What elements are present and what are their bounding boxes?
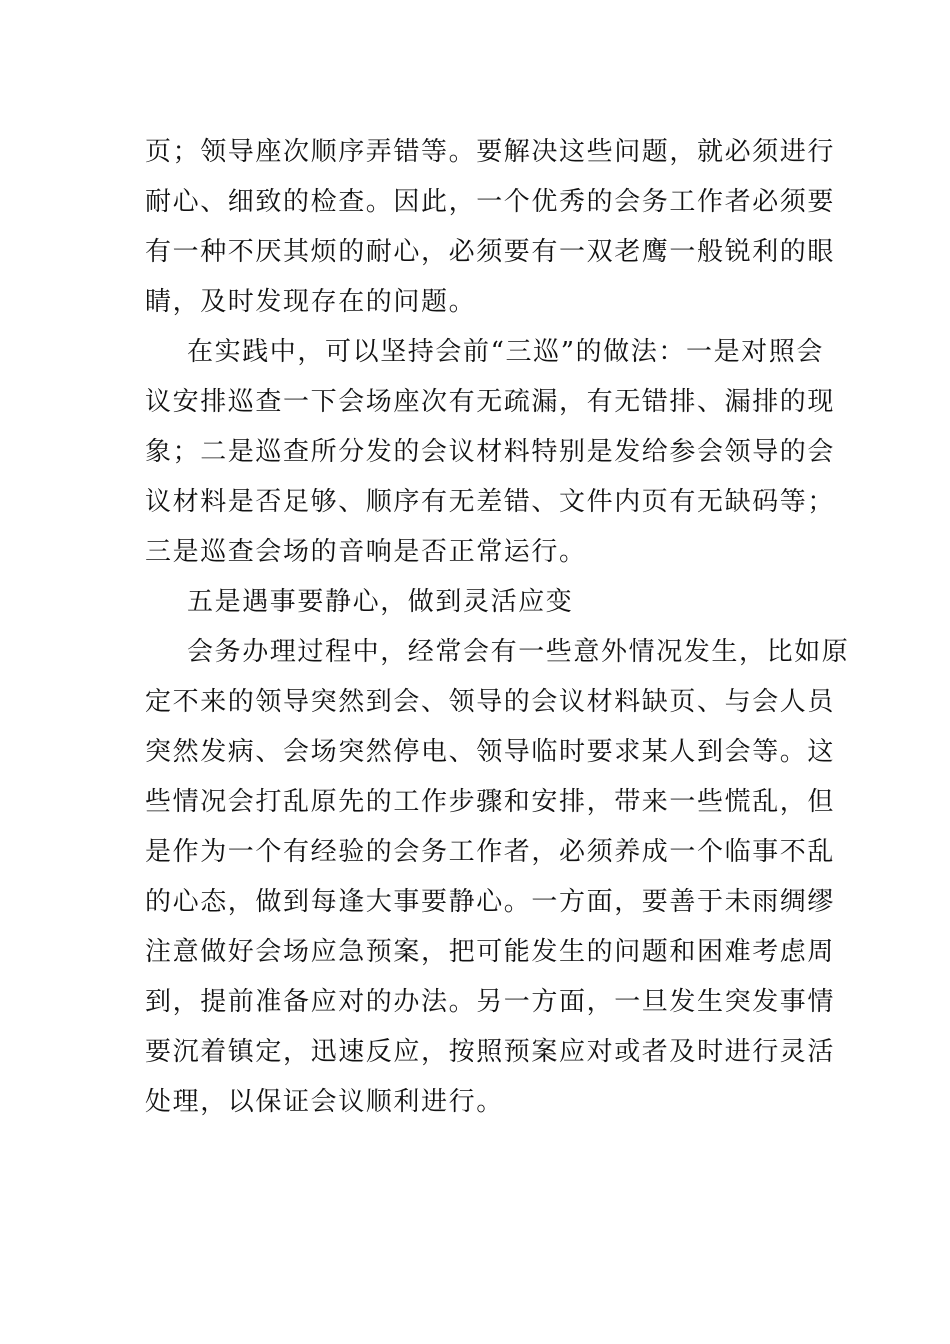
- text-line: 有一种不厌其烦的耐心，必须要有一双老鹰一般锐利的眼: [145, 237, 836, 267]
- text-line: 页；领导座次顺序弄错等。要解决这些问题，就必须进行: [145, 137, 836, 167]
- text-line: 要沉着镇定，迅速反应，按照预案应对或者及时进行灵活: [145, 1037, 836, 1067]
- text-line: 处理，以保证会议顺利进行。: [145, 1087, 504, 1117]
- text-line: 三是巡查会场的音响是否正常运行。: [145, 537, 587, 567]
- text-line: 睛，及时发现存在的问题。: [145, 287, 477, 317]
- text-line: 耐心、细致的检查。因此，一个优秀的会务工作者必须要: [145, 187, 836, 217]
- text-line: 到，提前准备应对的办法。另一方面，一旦发生突发事情: [145, 987, 836, 1017]
- text-line: 突然发病、会场突然停电、领导临时要求某人到会等。这: [145, 737, 836, 767]
- text-line: 议安排巡查一下会场座次有无疏漏，有无错排、漏排的现: [145, 387, 836, 417]
- text-line: 议材料是否足够、顺序有无差错、文件内页有无缺码等；: [145, 487, 836, 517]
- text-line: 注意做好会场应急预案，把可能发生的问题和困难考虑周: [145, 937, 836, 967]
- text-line: 的心态，做到每逢大事要静心。一方面，要善于未雨绸缪: [145, 887, 836, 917]
- text-line: 些情况会打乱原先的工作步骤和安排，带来一些慌乱，但: [145, 787, 836, 817]
- text-line: 定不来的领导突然到会、领导的会议材料缺页、与会人员: [145, 687, 836, 717]
- text-line: 象；二是巡查所分发的会议材料特别是发给参会领导的会: [145, 437, 836, 467]
- text-line: 是作为一个有经验的会务工作者，必须养成一个临事不乱: [145, 837, 836, 867]
- paragraph-first-line: 会务办理过程中，经常会有一些意外情况发生，比如原: [187, 637, 850, 667]
- paragraph-first-line: 在实践中，可以坚持会前“三巡”的做法：一是对照会: [187, 337, 824, 367]
- section-heading: 五是遇事要静心，做到灵活应变: [187, 587, 574, 617]
